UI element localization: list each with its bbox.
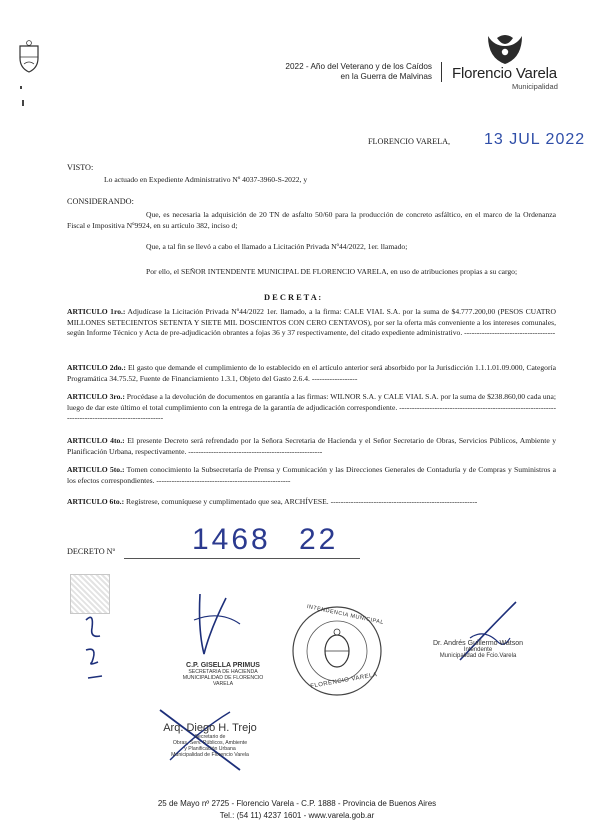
articulo-label: ARTICULO 3ro.:	[67, 392, 125, 401]
handwritten-initials	[80, 610, 110, 690]
articulo-text: Procédase a la devolución de documentos en garantía a las firmas: WILNOR S.A. y CALE VIAL S.A. por la suma de $238.860,00 cada una; luego de dar este último el total cumplimiento con la entrega de la garantía de adjudicación correspondiente. ----------------------------------------------------------------------------------------------------	[67, 392, 556, 423]
articulo-label: ARTICULO 6to.:	[67, 497, 125, 506]
footer-contact: Tel.: (54 11) 4237 1601 - www.varela.gob.ar	[219, 811, 375, 820]
articulo-3	[67, 392, 556, 424]
obras-stamp	[150, 722, 270, 758]
header-slogan	[236, 62, 432, 82]
intendente-municipality: Municipalidad de Fcio.Varela	[439, 653, 517, 659]
articulo-text: Adjudícase la Licitación Privada Nº44/2022 1er. llamado, a la firma: CALE VIAL S.A. por la suma de $4.777.200,00 (PESOS CUATRO MILLONES SETECIENTOS SETENTA Y SIETE MIL DOSCIENTOS CON CERO CENTAVOS), por ser la oferta más conveniente a los intereses comunales, según Informe Técnico y Acta de pre-adjudicación obrantes a fojas 36 y 37 respectivamente, del citado expediente administrativo. ------------------------------------	[67, 307, 556, 338]
coat-of-arms-icon	[18, 40, 40, 74]
articulo-label: ARTICULO 1ro.:	[67, 307, 126, 316]
decreto-year: 22	[299, 523, 339, 556]
obras-role-4: Municipalidad de Florencio Varela	[171, 752, 249, 758]
considerando-heading: CONSIDERANDO:	[67, 197, 134, 206]
brand-name: Florencio Varela	[452, 65, 557, 82]
articulo-label: ARTICULO 2do.:	[67, 363, 126, 372]
considerando-paragraph-3: Por ello, el SEÑOR INTENDENTE MUNICIPAL DE FLORENCIO VARELA, en uso de atribuciones propias a su cargo;	[146, 267, 518, 276]
articulo-text: El gasto que demande el cumplimiento de lo establecido en el artículo anterior será absorbido por la Jurisdicción 1.1.1.01.09.000, Categoría Programática 34.75.52, Fuente de Financiamiento 1.3.1, Objeto del Gasto 2.6.4. ------------------	[67, 363, 556, 383]
obras-role-2: Obras, Serv. Públicos, Ambiente	[172, 740, 248, 746]
articulo-5	[67, 465, 556, 486]
brand-sub: Municipalidad	[512, 82, 558, 91]
articulo-label: ARTICULO 4to.:	[67, 436, 125, 445]
articulo-2	[67, 363, 556, 384]
articulo-6	[67, 497, 556, 508]
decreta-heading: D E C R E T A :	[264, 293, 322, 302]
obras-name: Arq. Diego H. Trejo	[163, 722, 257, 734]
signature-hacienda	[170, 590, 260, 660]
intendente-stamp	[418, 640, 538, 659]
place-label: FLORENCIO VARELA,	[368, 137, 451, 146]
articulo-text: Tomen conocimiento la Subsecretaría de Prensa y Comunicación y las Direcciones Generales de Contaduría y de Compras y Suministros a los efectos correspondientes. -----------------------------------------------------	[67, 465, 557, 485]
articulo-label: ARTICULO 5to.:	[67, 465, 125, 474]
considerando-paragraph-2: Que, a tal fin se llevó a cabo el llamado a Licitación Privada Nº44/2022, 1er. llamado;	[146, 242, 408, 251]
seal-top-text: INTENDENCIA MUNICIPAL	[306, 603, 385, 627]
hacienda-name: C.P. GISELLA PRIMUS	[186, 662, 260, 669]
decreto-line	[124, 558, 360, 559]
slogan-line-2: en la Guerra de Malvinas	[340, 72, 432, 81]
obras-role-1: Secretario de	[194, 734, 226, 740]
visto-heading: VISTO:	[67, 163, 94, 172]
obras-role-3: y Planificación Urbana	[184, 746, 236, 752]
visto-text: Lo actuado en Expediente Administrativo Nº 4037-3960-S-2022, y	[104, 175, 308, 184]
considerando-paragraph-1: Que, es necesaria la adquisición de 20 TN de asfalto 50/60 para la producción de concreto asfáltico, en el marco de la Ordenanza Fiscal e Impositiva Nº9924, en su artículo 382, inciso d;	[67, 210, 556, 230]
municipal-logo-icon	[484, 32, 526, 66]
articulo-text: El presente Decreto será refrendado por la Señora Secretaria de Hacienda y el Señor Secretario de Obras, Servicios Públicos, Ambiente y Planificación Urbana, respectivamente. -----------------------------------------------------	[67, 436, 556, 456]
hacienda-stamp	[172, 662, 274, 687]
hacienda-municipality: MUNICIPALIDAD DE FLORENCIO VARELA	[182, 675, 264, 687]
articulo-1	[67, 307, 556, 339]
slogan-line-1: 2022 - Año del Veterano y de los Caídos	[285, 62, 432, 71]
decreto-label: DECRETO Nº	[67, 547, 116, 556]
seal-bottom-text: FLORENCIO VARELA	[309, 672, 378, 690]
hacienda-role: SECRETARIA DE HACIENDA	[188, 669, 258, 675]
articulo-text: Regístrese, comuníquese y cumplimentado que sea, ARCHÍVESE. ----------------------------------------------------------	[124, 497, 478, 506]
intendente-role: Intendente	[463, 647, 493, 653]
date-stamp: 13 JUL 2022	[484, 131, 586, 148]
articulo-4	[67, 436, 556, 457]
margin-stamp	[70, 574, 110, 614]
decreto-number: 1468	[192, 523, 271, 556]
footer	[0, 798, 594, 822]
footer-address: 25 de Mayo nº 2725 - Florencio Varela - C.P. 1888 - Provincia de Buenos Aires	[157, 799, 437, 808]
header-divider	[441, 62, 442, 82]
intendente-name: Dr. Andrés Guillermo Watson	[433, 640, 523, 647]
